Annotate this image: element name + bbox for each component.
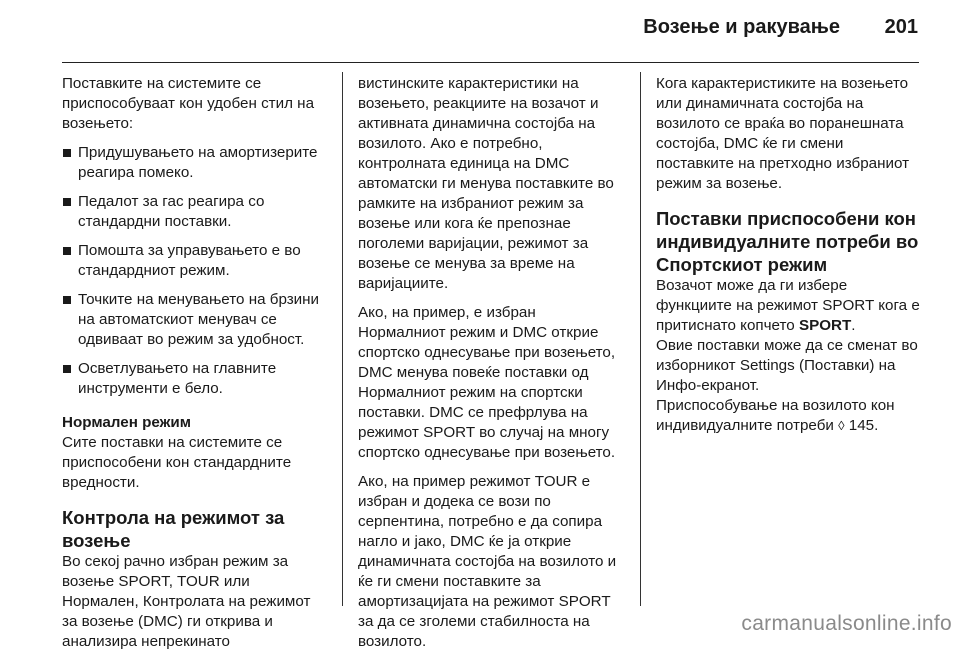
bullet-item: Придушувањето на амортизерите реагира помеко. <box>62 143 328 183</box>
paragraph <box>656 276 922 336</box>
paragraph: Кога карактеристиките на возењето или динамичната состојба на возилото се враќа во поранешната состојба, DMC ќе ги смени поставките на претходно избраниот режим за возење. <box>656 75 910 192</box>
column-divider-2 <box>640 72 641 606</box>
column-divider-1 <box>342 72 343 606</box>
intro-paragraph: Поставките на системите се приспособуваат кон удобен стил на возењето: <box>62 75 315 132</box>
column-3 <box>656 74 922 436</box>
paragraph: Ако, на пример режимот TOUR е избран и додека се вози по серпентина, потребно е да сопира нагло и јако, DMC ќе ја открие динамичната состојба на возилото и ќе ги смени поставките за амортизацијата на режимот SPORT за да се зголеми стабилноста на возилото. <box>358 473 617 650</box>
sport-settings-heading: Поставки приспособени кон индивидуалните потреби во Спортскиот режим <box>656 208 919 275</box>
dmc-section-text: Во секој рачно избран режим за возење SPORT, TOUR или Нормален, Контролата на режимот за возење (DMC) ги открива и анализира непрекинато <box>62 553 311 650</box>
normal-mode-text: Сите поставки на системите се приспособени кон стандардните вредности. <box>62 434 292 491</box>
bullet-item: Точките на менувањето на брзини на автоматскиот менувач се одвиваат во режим за удобност. <box>62 290 328 350</box>
text-span: Приспособување на возилото кон индивидуалните потреби <box>656 397 895 434</box>
paragraph: вистинските карактеристики на возењето, реакциите на возачот и активната динамична состојба на возилото. Ако е потребно, контролната единица на DMC автоматски ги менува поставките во рамките на избраниот режим за возење или кога ќе препознае поголеми варијации, режимот за возење се менува за време на варијациите. <box>358 75 614 292</box>
bullet-item: Осветлувањето на главните инструменти е бело. <box>62 359 328 399</box>
paragraph: Ако, на пример, е избран Нормалниот режим и DMC открие спортско однесување при возењето, DMC менува повеќе поставки од Нормалниот режим на спортски поставки. DMC се префрлува на режимот SPORT во случај на многу спортско однесување при возењето. <box>358 304 616 461</box>
text-span: . <box>851 317 856 334</box>
page-number: 201 <box>884 16 918 38</box>
bullet-item: Педалот за гас реагира со стандардни поставки. <box>62 192 328 232</box>
bullet-item: Помошта за управувањето е во стандардниот режим. <box>62 241 328 281</box>
page-title: Возење и ракување <box>643 16 840 38</box>
page-header <box>0 0 960 64</box>
normal-mode-heading: Нормален режим <box>62 414 191 431</box>
paragraph <box>656 396 922 436</box>
page-reference-link[interactable]: 145. <box>844 417 879 434</box>
column-2 <box>358 74 626 652</box>
header-divider <box>62 62 919 63</box>
paragraph: Овие поставки може да се сменат во изборникот Settings (Поставки) на Инфо-екранот. <box>656 337 918 394</box>
text-span: Возачот може да ги избере функциите на режимот SPORT кога е притиснато копчето <box>656 277 920 334</box>
column-1 <box>62 74 328 652</box>
watermark: carmanualsonline.info <box>741 612 952 635</box>
dmc-section-heading: Контрола на режимот за возење <box>62 507 285 551</box>
sport-button-label: SPORT <box>798 317 852 334</box>
page-reference-icon: ◊ <box>838 418 845 433</box>
